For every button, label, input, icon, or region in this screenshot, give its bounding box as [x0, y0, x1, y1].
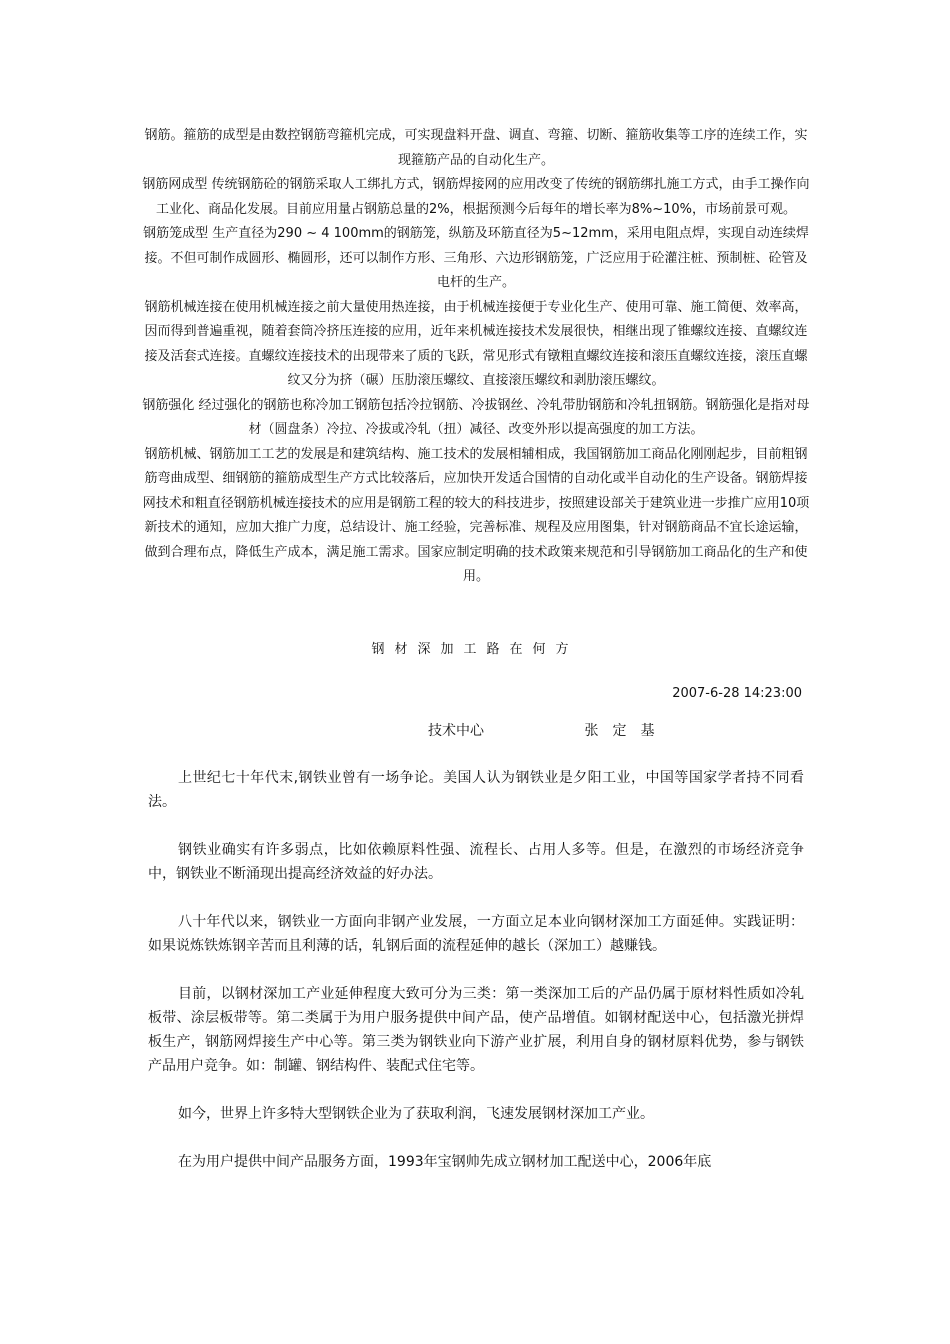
- paragraph-strengthening: 钢筋强化 经过强化的钢筋也称冷加工钢筋包括冷拉钢筋、冷拔钢丝、冷轧带肋钢筋和冷轧扭钢筋。钢筋强化是指对母材（圆盘条）冷拉、冷拔或冷轧（扭）减径、改变外形以提高强度的加工方法。: [142, 397, 810, 437]
- article-byline: [428, 720, 668, 740]
- article-paragraph: 目前，以钢材深加工产业延伸程度大致可分为三类：第一类深加工后的产品仍属于原材料性质如冷轧板带、涂层板带等。第二类属于为用户服务提供中间产品，使产品增值。如钢材配送中心，包括激光拼焊板生产，钢筋网焊接生产中心等。第三类为钢铁业向下游产业扩展，利用自身的钢材原料优势，参与钢铁产品用户竞争。如：制罐、钢结构件、装配式住宅等。: [148, 986, 804, 1074]
- department: 技术中心: [428, 723, 484, 739]
- article-title: 钢材深加工路在何方: [371, 642, 579, 657]
- article-paragraph: 如今，世界上许多特大型钢铁企业为了获取利润，飞速发展钢材深加工产业。: [178, 1106, 654, 1122]
- article-paragraph: 钢铁业确实有许多弱点，比如依赖原料性强、流程长、占用人多等。但是，在激烈的市场经济竞争中，钢铁业不断涌现出提高经济效益的好办法。: [148, 842, 804, 882]
- article-body: [148, 766, 804, 1198]
- paragraph-development: 钢筋机械、钢筋加工工艺的发展是和建筑结构、施工技术的发展相辅相成，我国钢筋加工商品化刚刚起步，目前粗钢筋弯曲成型、细钢筋的箍筋成型生产方式比较落后，应加快开发适合国情的自动化或半自动化的生产设备。钢筋焊接网技术和粗直径钢筋机械连接技术的应用是钢筋工程的较大的科技进步，按照建设部关于建筑业进一步推广应用10项新技术的通知，应加大推广力度，总结设计、施工经验，完善标准、规程及应用图集，针对钢筋商品不宜长途运输，做到合理布点，降低生产成本，满足施工需求。国家应制定明确的技术政策来规范和引导钢筋加工商品化的生产和使用。: [142, 446, 810, 584]
- author-name: 张定基: [584, 723, 669, 739]
- article-date: 2007-6-28 14:23:00: [672, 686, 802, 701]
- paragraph-mesh: 钢筋网成型 传统钢筋砼的钢筋采取人工绑扎方式，钢筋焊接网的应用改变了传统的钢筋绑扎施工方式，由手工操作向工业化、商品化发展。目前应用量占钢筋总量的2%，根据预测今后每年的增长率为8%~10%，市场前景可观。: [142, 177, 810, 217]
- paragraph-cage: 钢筋笼成型 生产直径为290 ~ 4 100mm的钢筋笼，纵筋及环筋直径为5~12mm，采用电阻点焊，实现自动连续焊接。不但可制作成圆形、椭圆形，还可以制作方形、三角形、六边形钢筋笼，广泛应用于砼灌注桩、预制桩、砼管及电杆的生产。: [143, 226, 809, 290]
- paragraph-stirrup: 钢筋。箍筋的成型是由数控钢筋弯箍机完成，可实现盘料开盘、调直、弯箍、切断、箍筋收集等工序的连续工作，实现箍筋产品的自动化生产。: [144, 128, 808, 168]
- article-paragraph: 上世纪七十年代末,钢铁业曾有一场争论。美国人认为钢铁业是夕阳工业，中国等国家学者持不同看法。: [148, 770, 804, 810]
- article-paragraph: 在为用户提供中间产品服务方面，1993年宝钢帅先成立钢材加工配送中心，2006年底: [178, 1154, 712, 1170]
- previous-article-text: [140, 124, 812, 590]
- paragraph-mechanical-connection: 钢筋机械连接在使用机械连接之前大量使用热连接，由于机械连接便于专业化生产、使用可靠、施工简便、效率高，因而得到普遍重视，随着套筒冷挤压连接的应用，近年来机械连接技术发展很快，相继出现了锥螺纹连接、直螺纹连接及活套式连接。直螺纹连接技术的出现带来了质的飞跃，常见形式有镦粗直螺纹连接和滚压直螺纹连接，滚压直螺纹又分为挤（碾）压肋滚压螺纹、直接滚压螺纹和剥肋滚压螺纹。: [144, 299, 808, 388]
- article-paragraph: 八十年代以来，钢铁业一方面向非钢产业发展，一方面立足本业向钢材深加工方面延伸。实践证明：如果说炼铁炼钢辛苦而且利薄的话，轧钢后面的流程延伸的越长（深加工）越赚钱。: [148, 914, 804, 954]
